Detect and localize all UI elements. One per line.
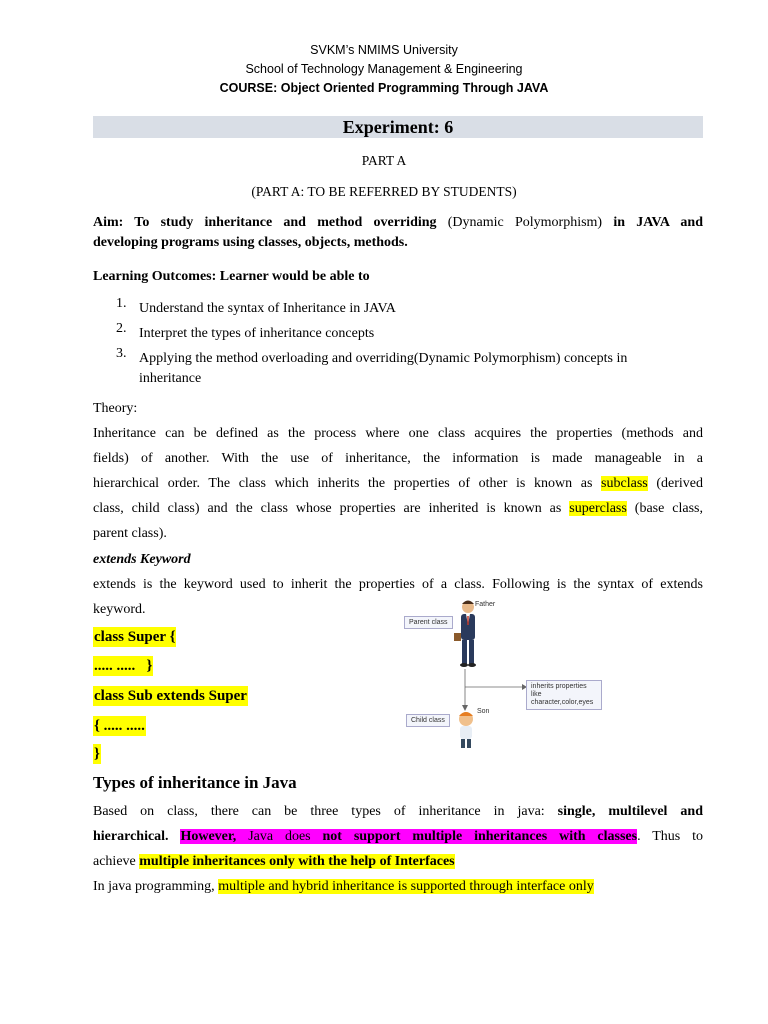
part-heading: PART A: [361, 153, 407, 168]
child-class-label: Child class: [406, 714, 450, 727]
outcomes-title: Learning Outcomes: Learner would be able to: [93, 269, 370, 284]
son-label: Son: [477, 708, 490, 715]
outcomes-list: 1. Understand the syntax of Inheritance in JAVA 2. Interpret the types of inheritance concepts 3. Applying the method overloading and overriding(Dynamic Polymorphism) concepts in inheritance: [116, 296, 628, 386]
theory-paragraph: Inheritance can be defined as the process where one class acquires the properties (methods and fields) of another. With the use of inheritance, the information is made manageable in a hierarchical order. The class which inherits the properties of other is known as subclass (derived class, child class) and the class whose properties are inherited is known as superclass (base class, parent class).: [93, 426, 703, 541]
aim-line-2: developing programs using classes, objects, methods.: [93, 235, 408, 250]
father-label: Father: [475, 601, 496, 608]
father-figure: [454, 601, 476, 668]
son-figure: [459, 712, 473, 748]
course-title: COURSE: Object Oriented Programming Through JAVA: [219, 81, 549, 95]
inherits-label: inherits properties like character,color,eyes: [526, 680, 602, 710]
experiment-title: Experiment: 6: [93, 116, 703, 138]
extends-paragraph: extends is the keyword used to inherit the properties of a class. Following is the syntax of extends keyword.: [93, 577, 703, 617]
types-paragraph: Based on class, there can be three types of inheritance in java: single, multilevel and hierarchical. However, Java does not support multiple inheritances with classes. Thus to achieve multiple inheritances only with the help of Interfaces In java programming, multiple and hybrid inheritance is supported through interface only: [93, 804, 704, 894]
code-line-5: }: [94, 746, 100, 762]
parent-class-label: Parent class: [404, 616, 453, 629]
inheritance-figure: [402, 595, 602, 755]
aim-paragraph: [93, 213, 703, 253]
code-line-4: { ..... .....: [94, 718, 145, 734]
list-item-continuation: inheritance: [139, 371, 202, 386]
code-line-1: class Super {: [94, 629, 176, 645]
school-name: School of Technology Management & Engineering: [245, 62, 523, 76]
extends-heading: extends Keyword: [93, 552, 191, 567]
university-name: SVKM’s NMIMS University: [310, 43, 458, 57]
code-line-3: class Sub extends Super: [94, 688, 247, 704]
part-note: (PART A: TO BE REFERRED BY STUDENTS): [251, 184, 517, 199]
code-line-2: ..... ..... }: [94, 658, 153, 674]
aim-line-1: Aim: To study inheritance and method overriding (Dynamic Polymorphism) in JAVA and: [93, 215, 703, 230]
theory-label: Theory:: [93, 401, 138, 416]
types-heading: Types of inheritance in Java: [93, 773, 297, 792]
